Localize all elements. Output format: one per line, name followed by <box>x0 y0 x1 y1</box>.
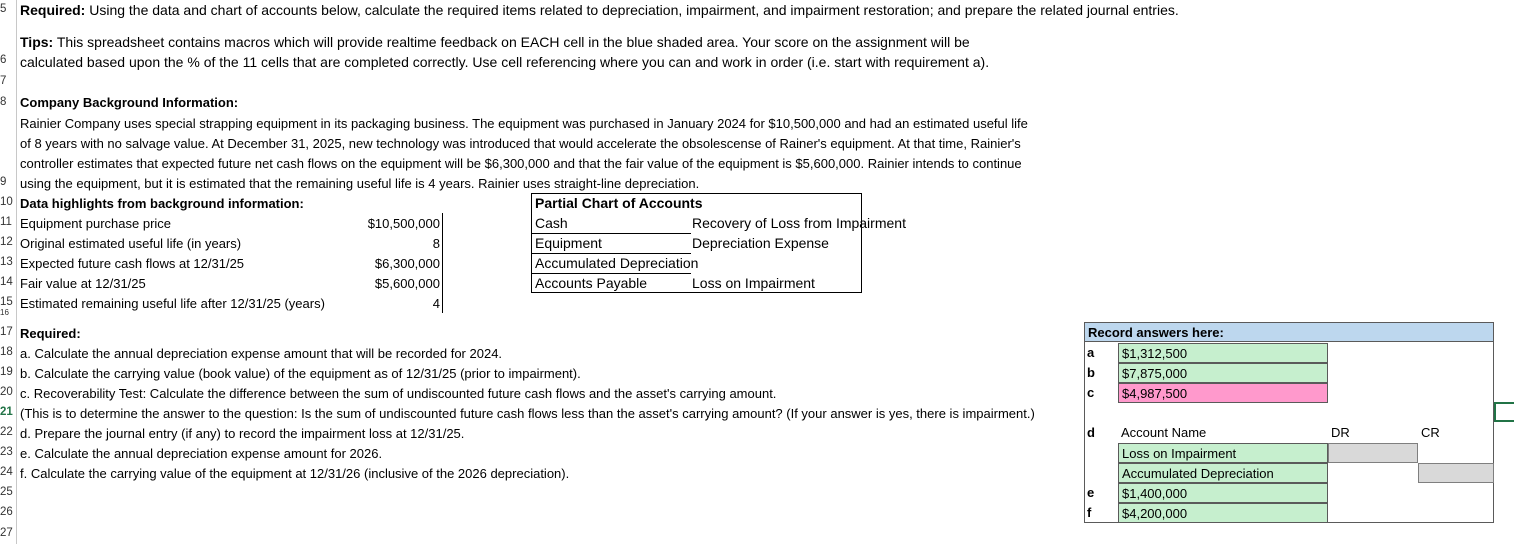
divider <box>531 233 691 234</box>
answer-label-e: e <box>1087 485 1095 500</box>
required-intro-label: Required: <box>20 2 86 18</box>
journal-header-dr: DR <box>1331 425 1350 440</box>
highlight-value[interactable]: 8 <box>432 236 440 251</box>
answer-label-c: c <box>1087 385 1095 400</box>
background-line: controller estimates that expected future net cash flows on the equipment will be $6,300,000 and that the fair value of the equipment is $5,600,000. Rainier intends to continue <box>20 156 1022 171</box>
chart-of-accounts-heading[interactable]: Partial Chart of Accounts <box>535 195 703 211</box>
required-item-d[interactable]: d. Prepare the journal entry (if any) to record the impairment loss at 12/31/25. <box>20 426 465 441</box>
row-number[interactable]: 16 <box>0 308 9 317</box>
row-number-selected[interactable]: 21 <box>0 406 13 418</box>
answer-b-input[interactable]: $7,875,000 <box>1118 363 1328 383</box>
account-name[interactable]: Cash <box>535 215 568 231</box>
required-item-f[interactable]: f. Calculate the carrying value of the equipment at 12/31/26 (inclusive of the 2026 depreciation). <box>20 466 570 481</box>
row-header-divider <box>16 0 17 544</box>
background-line: of 8 years with no salvage value. At December 31, 2025, new technology was introduced that would accelerate the obsolescense of Rainer's equipment. At that time, Rainier's <box>20 136 1021 151</box>
row-number[interactable]: 11 <box>0 216 12 228</box>
account-name[interactable]: Depreciation Expense <box>692 235 829 251</box>
required-heading[interactable]: Required: <box>20 326 81 341</box>
row-number[interactable]: 8 <box>0 96 7 108</box>
row-number[interactable]: 19 <box>0 366 13 378</box>
answer-label-a: a <box>1087 345 1095 360</box>
tips-text-1: This spreadsheet contains macros which will provide realtime feedback on EACH cell in the blue shaded area. Your score on the assignment will be <box>53 34 970 50</box>
background-line: using the equipment, but it is estimated that the remaining useful life is 4 years. Rainier uses straight-line depreciation. <box>20 176 700 191</box>
required-item-a[interactable]: a. Calculate the annual depreciation expense amount that will be recorded for 2024. <box>20 346 503 361</box>
highlight-value[interactable]: 4 <box>432 296 440 311</box>
answer-c-input[interactable]: $4,987,500 <box>1118 383 1328 403</box>
row-number[interactable]: 17 <box>0 326 13 338</box>
divider <box>531 273 691 274</box>
journal-row-1-dr[interactable] <box>1328 443 1418 463</box>
required-item-b[interactable]: b. Calculate the carrying value (book value) of the equipment as of 12/31/25 (prior to impairment). <box>20 366 581 381</box>
row-number[interactable]: 12 <box>0 236 13 248</box>
row-number[interactable]: 25 <box>0 486 13 498</box>
tips-label: Tips: <box>20 34 54 50</box>
answer-label-d: d <box>1087 425 1095 440</box>
required-intro[interactable] <box>20 2 1179 18</box>
row-number[interactable]: 26 <box>0 506 13 518</box>
tips-line-1[interactable] <box>20 34 970 50</box>
row-number[interactable]: 6 <box>0 54 7 66</box>
row-number[interactable]: 7 <box>0 75 7 87</box>
active-cell-selection[interactable] <box>1494 402 1514 422</box>
journal-header-cr: CR <box>1421 425 1440 440</box>
answer-f-input[interactable]: $4,200,000 <box>1118 503 1328 523</box>
answer-a-input[interactable]: $1,312,500 <box>1118 343 1328 363</box>
journal-row-2-cr[interactable] <box>1418 463 1494 483</box>
highlight-value[interactable]: $10,500,000 <box>367 216 440 231</box>
row-number[interactable]: 14 <box>0 276 13 288</box>
answer-label-f: f <box>1087 505 1092 520</box>
row-number[interactable]: 22 <box>0 426 13 438</box>
journal-row-1-account[interactable]: Loss on Impairment <box>1118 443 1328 463</box>
row-number[interactable]: 24 <box>0 466 13 478</box>
row-number[interactable]: 5 <box>0 3 7 15</box>
row-number[interactable]: 9 <box>0 176 7 188</box>
highlight-label[interactable]: Equipment purchase price <box>20 216 172 231</box>
account-name[interactable]: Recovery of Loss from Impairment <box>692 215 906 231</box>
background-line: Rainier Company uses special strapping equipment in its packaging business. The equipment was purchased in January 2024 for $10,500,000 and had an estimated useful life <box>20 116 1028 131</box>
account-name[interactable]: Equipment <box>535 235 602 251</box>
account-name[interactable]: Accumulated Depreciation <box>535 255 699 271</box>
row-number[interactable]: 20 <box>0 386 13 398</box>
answer-e-input[interactable]: $1,400,000 <box>1118 483 1328 503</box>
tips-line-2[interactable]: calculated based upon the % of the 11 cells that are completed correctly. Use cell referencing where you can and work in order (i.e. start with requirement a). <box>20 54 990 70</box>
required-intro-text: Using the data and chart of accounts below, calculate the required items related to depreciation, impairment, and impairment restoration; and prepare the related journal entries. <box>85 2 1179 18</box>
journal-header-account: Account Name <box>1121 425 1207 440</box>
account-name[interactable]: Loss on Impairment <box>692 275 815 291</box>
row-number[interactable]: 10 <box>0 196 13 208</box>
row-number[interactable]: 23 <box>0 446 13 458</box>
row-number[interactable]: 15 <box>0 296 13 308</box>
highlight-label[interactable]: Estimated remaining useful life after 12/31/25 (years) <box>20 296 325 311</box>
highlight-value[interactable]: $5,600,000 <box>374 276 440 291</box>
data-highlights-border <box>442 213 443 313</box>
background-heading[interactable]: Company Background Information: <box>20 95 239 110</box>
row-number[interactable]: 13 <box>0 256 13 268</box>
divider <box>531 253 691 254</box>
required-item-e[interactable]: e. Calculate the annual depreciation expense amount for 2026. <box>20 446 383 461</box>
data-highlights-heading[interactable]: Data highlights from background information: <box>20 196 304 211</box>
highlight-value[interactable]: $6,300,000 <box>374 256 440 271</box>
answers-header[interactable]: Record answers here: <box>1084 322 1494 342</box>
highlight-label[interactable]: Original estimated useful life (in years) <box>20 236 242 251</box>
highlight-label[interactable]: Fair value at 12/31/25 <box>20 276 146 291</box>
required-item-c[interactable]: c. Recoverability Test: Calculate the difference between the sum of undiscounted future cash flows and the asset's carrying amount. <box>20 386 777 401</box>
highlight-label[interactable]: Expected future cash flows at 12/31/25 <box>20 256 245 271</box>
account-name[interactable]: Accounts Payable <box>535 275 648 291</box>
row-number[interactable]: 18 <box>0 346 13 358</box>
answer-label-b: b <box>1087 365 1095 380</box>
row-number[interactable]: 27 <box>0 527 13 539</box>
required-item-c-note[interactable]: (This is to determine the answer to the question: Is the sum of undiscounted future cash flows less than the asset's carrying amount? (If your answer is yes, there is impairment.) <box>20 406 1035 421</box>
journal-row-2-account[interactable]: Accumulated Depreciation <box>1118 463 1328 483</box>
